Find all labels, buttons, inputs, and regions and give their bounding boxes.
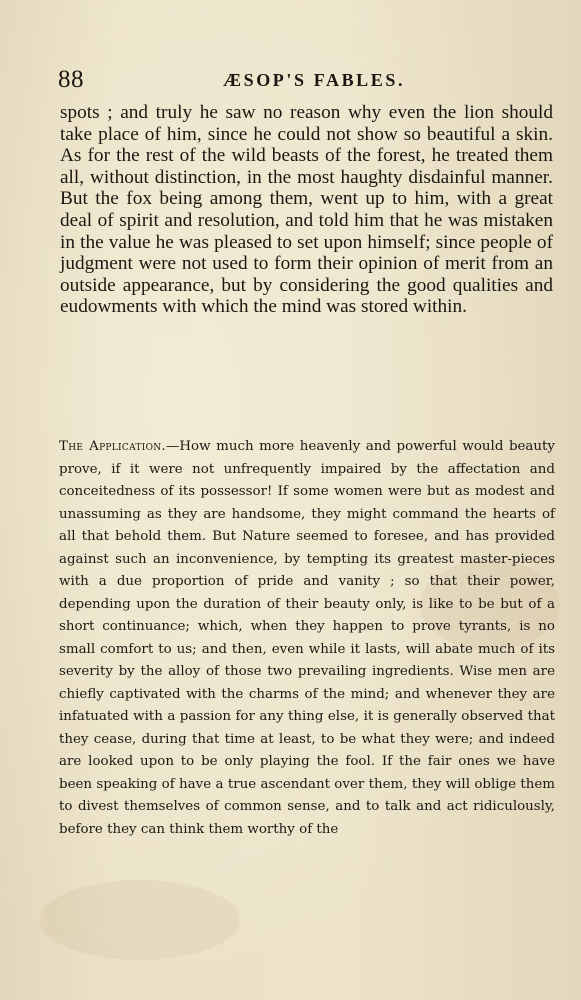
application-text: —How much more heavenly and powerful would beauty prove, if it were not unfrequently impaired by the affectation and conceitedness of its possessor! If some women were but as modest and unassuming as they are handsome, they might command the hearts of all that behold them. But Nature seemed to foresee, and has provided against such an inconvenience, by tempting its greatest master-pieces with a due proportion of pride and vanity ; so that their power, depending upon the duration of their beauty only, is like to be but of a short continuance; which, when they happen to prove tyrants, is no small comfort to us; and then, even while it lasts, will abate much of its severity by the alloy of those two prevailing ingredients. Wise men are chiefly captivated with the charms of the mind; and whenever they are infatuated with a passion for any thing else, it is generally observed that they cease, during that time at least, to be what they were; and indeed are looked upon to be only playing the fool. If the fair ones we have been speaking of have a true ascendant over them, they will oblige them to divest themselves of common sense, and to talk and act ridiculously, before they can think them worthy of the <box>59 439 555 837</box>
paper-stain <box>40 880 240 960</box>
page-number: 88 <box>58 66 84 93</box>
page-header <box>58 66 556 96</box>
application-heading: The Application. <box>59 439 166 454</box>
application-paragraph <box>59 436 555 841</box>
fable-body-text: spots ; and truly he saw no reason why even the lion should take place of him, since he could not show so beautiful a skin. As for the rest of the wild beasts of the forest, he treated them all, without distinction, in the most haughty disdainful manner. But the fox being among them, went up to him, with a great deal of spirit and resolution, and told him that he was mistaken in the value he was pleased to set upon himself; since people of judgment were not used to form their opinion of merit from an outside appearance, but by considering the good qualities and eudowments with which the mind was stored within. <box>60 102 553 318</box>
running-title: ÆSOP'S FABLES. <box>223 70 406 90</box>
